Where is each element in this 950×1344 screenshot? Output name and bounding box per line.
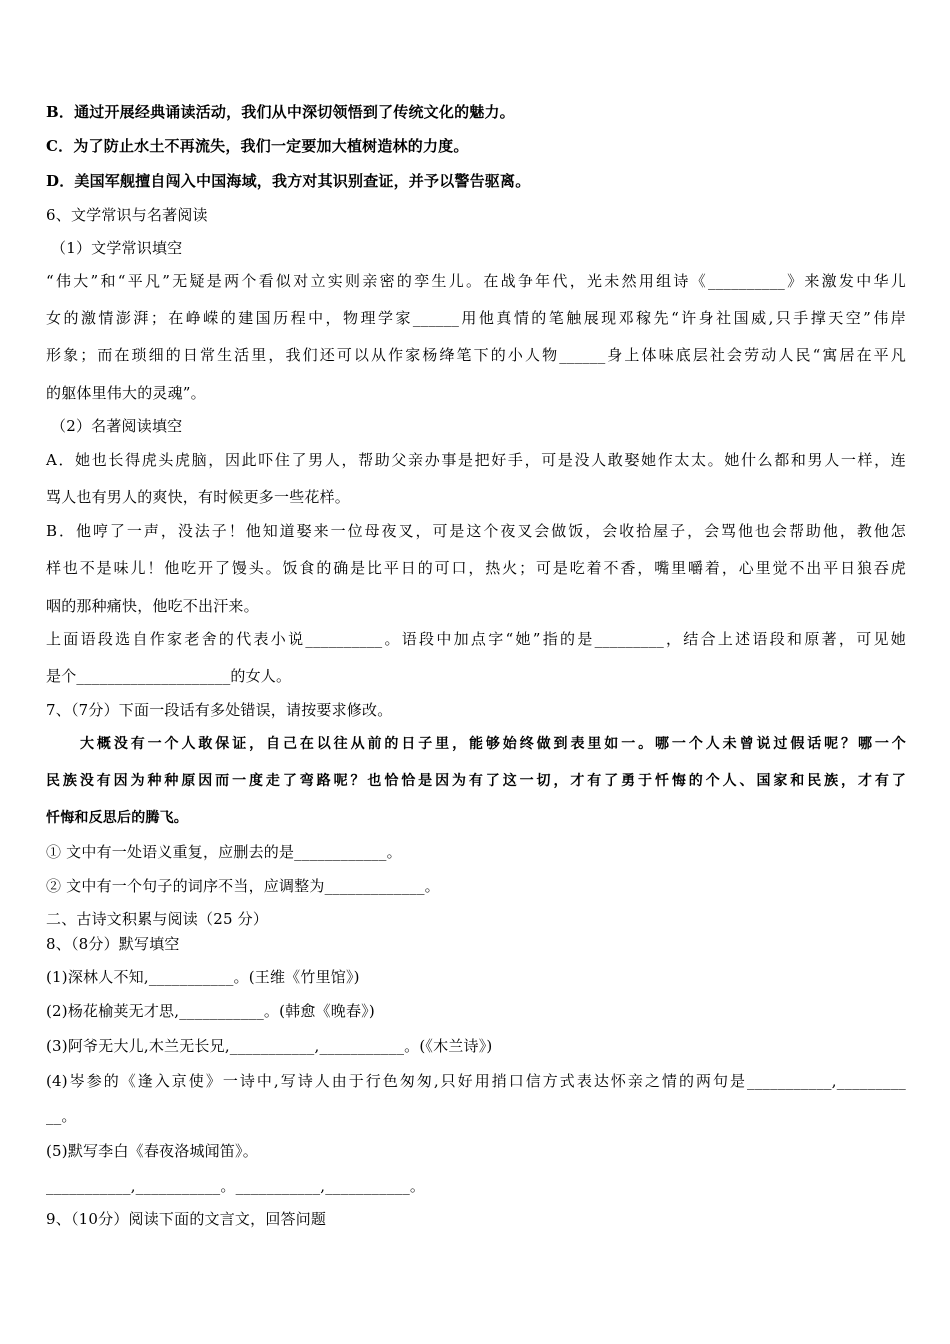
question-6-1-title: （1）文学常识填空 xyxy=(51,239,183,257)
q8-item-4-line-1: (4)岑参的《逢入京使》一诗中,写诗人由于行色匆匆,只好用捎口信方式表达怀亲之情的两句是___________,_________ xyxy=(46,1072,906,1090)
q8-item-2: (2)杨花榆荚无才思,___________。(韩愈《晚春》) xyxy=(46,1002,375,1020)
q6-2-passage-b-line-3: 咽的那种痛快，他吃不出汗来。 xyxy=(46,597,259,615)
option-c: C．为了防止水土不再流失，我们一定要加大植树造林的力度。 xyxy=(46,137,469,155)
q6-2-passage-b-line-1: B．他哼了一声，没法子！他知道娶来一位母夜叉，可是这个夜叉会做饭，会收拾屋子，会骂他也会帮助他，教他怎 xyxy=(46,522,906,540)
question-6-title: 6、文学常识与名著阅读 xyxy=(46,206,208,224)
q6-2-passage-a-line-1: A．她也长得虎头虎脑，因此吓住了男人，帮助父亲办事是把好手，可是没人敢娶她作太太。她什么都和男人一样，连 xyxy=(46,451,906,469)
question-9-title: 9、（10分）阅读下面的文言文，回答问题 xyxy=(46,1210,327,1228)
q6-1-line-4: 的躯体里伟大的灵魂”。 xyxy=(46,384,206,402)
question-7-title: 7、（7分）下面一段话有多处错误，请按要求修改。 xyxy=(46,701,393,719)
q7-subquestion-1: ① 文中有一处语义重复，应删去的是____________。 xyxy=(46,843,402,861)
q7-passage-line-2: 民族没有因为种种原因而一度走了弯路呢？也恰恰是因为有了这一切，才有了勇于忏悔的个人、国家和民族，才有了 xyxy=(46,773,906,789)
q6-2-passage-b-line-2: 样也不是味儿！他吃开了馒头。饭食的确是比平日的可口，热火；可是吃着不香，嘴里嚼着，心里觉不出平日狼吞虎 xyxy=(46,559,906,577)
q8-item-3: (3)阿爷无大儿,木兰无长兄,___________,___________。(《木兰诗》) xyxy=(46,1037,493,1055)
question-6-2-title: （2）名著阅读填空 xyxy=(51,417,183,435)
section-2-title: 二、古诗文积累与阅读（25 分） xyxy=(46,910,269,928)
q7-subquestion-2: ② 文中有一个句子的词序不当，应调整为_____________。 xyxy=(46,877,440,895)
q6-1-line-2: 女的激情澎湃；在峥嵘的建国历程中，物理学家______用他真情的笔触展现邓稼先“许身社国威,只手撑天空”伟岸 xyxy=(46,309,906,327)
q8-item-1: (1)深林人不知,___________。(王维《竹里馆》) xyxy=(46,968,360,986)
question-8-title: 8、（8分）默写填空 xyxy=(46,935,180,953)
option-b: B．通过开展经典诵读活动，我们从中深切领悟到了传统文化的魅力。 xyxy=(46,103,515,121)
q7-passage-line-1: 大概没有一个人敢保证，自己在以往从前的日子里，能够始终做到表里如一。哪一个人未曾说过假话呢？哪一个 xyxy=(80,736,906,752)
q8-item-5-blanks: ___________,___________。___________,___________。 xyxy=(46,1177,426,1195)
q8-item-5: (5)默写李白《春夜洛城闻笛》。 xyxy=(46,1142,258,1160)
q8-item-4-line-2: __。 xyxy=(46,1107,77,1125)
option-d: D．美国军舰擅自闯入中国海域，我方对其识别查证，并予以警告驱离。 xyxy=(46,172,531,190)
q6-2-question-line-2: 是个____________________的女人。 xyxy=(46,667,292,685)
q6-2-passage-a-line-2: 骂人也有男人的爽快，有时候更多一些花样。 xyxy=(46,488,351,506)
q7-passage-line-3: 忏悔和反思后的腾飞。 xyxy=(46,810,188,826)
q6-1-line-1: “伟大”和“平凡”无疑是两个看似对立实则亲密的孪生儿。在战争年代，光未然用组诗《__________》来激发中华儿 xyxy=(46,272,906,290)
q6-2-question-line-1: 上面语段选自作家老舍的代表小说__________。语段中加点字“她”指的是_________，结合上述语段和原著，可见她 xyxy=(46,630,906,648)
q6-1-line-3: 形象；而在琐细的日常生活里，我们还可以从作家杨绛笔下的小人物______身上体味底层社会劳动人民“寓居在平凡 xyxy=(46,346,906,364)
